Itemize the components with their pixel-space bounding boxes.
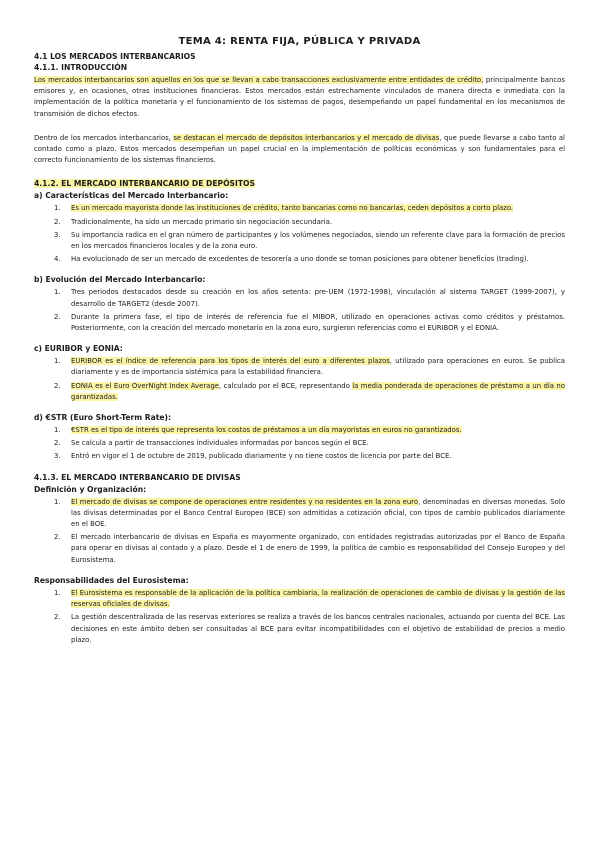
list-item: 1. El mercado de divisas se compone de operaciones entre residentes y no residentes en la zona euro, denominadas en diversas monedas. Solo las divisas determinadas por el Banco Central Europeo (BCE) son admitidas a cotización oficial, con tipos de cambio publicados diariamente en el BOE. (54, 497, 565, 529)
list-item: 2. EONIA es el Euro OverNight Index Average, calculado por el BCE, representando la media ponderada de operaciones de préstamo a un día no garantizadas. (54, 381, 565, 401)
list-item: 1. EURIBOR es el índice de referencia para los tipos de interés del euro a diferentes plazos, utilizado para operaciones en euros. Se publica diariamente y es de importancia sistémica para la estabilidad financiera. (54, 357, 566, 377)
subsection-heading: 4.1.1. INTRODUCCIÓN (34, 63, 128, 72)
numbered-list (34, 588, 565, 646)
list-item: 2. Tradicionalmente, ha sido un mercado primario sin negociación secundaria. (54, 217, 332, 226)
list-item: 1. €STR es el tipo de interés que representa los costos de préstamos a un día mayoristas en euros no garantizados. (54, 426, 462, 435)
highlight: se destacan el mercado de depósitos interbancarios y el mercado de divisas (173, 133, 440, 142)
numbered-list (34, 356, 565, 403)
section-heading: 4.1 LOS MERCADOS INTERBANCARIOS (34, 52, 196, 61)
list-item: 2. Se calcula a partir de transacciones individuales informadas por bancos según el BCE. (54, 439, 369, 448)
list-item: 2. Durante la primera fase, el tipo de interés de referencia fue el MIBOR, utilizado en operaciones activas como créditos y préstamos. Posteriormente, con la creación del mercado monetario en la zona euro, surgieron referencias como el EURIBOR y el EONIA. (54, 312, 565, 333)
list-item: 1. Es un mercado mayorista donde las instituciones de crédito, tanto bancarias como no bancarias, ceden depósitos a corto plazo. (54, 204, 514, 213)
list-heading: Definición y Organización: (34, 484, 147, 494)
subsection-heading: 4.1.2. EL MERCADO INTERBANCARIO DE DEPÓSITOS (34, 179, 255, 189)
list-item: 3. Entró en vigor el 1 de octubre de 2019, publicado diariamente y no tiene costos de licencia por parte del BCE. (54, 452, 452, 461)
numbered-list (34, 287, 565, 334)
page-title: TEMA 4: RENTA FIJA, PÚBLICA Y PRIVADA (178, 36, 421, 47)
numbered-list (34, 497, 565, 566)
list-item: 1. Tres periodos destacados desde su creación en los años setenta: pre-UEM (1972-1998), vinculación al sistema TARGET (1999-2007), y desarrollo de TARGET2 (desde 2007). (54, 288, 565, 308)
list-item: 4. Ha evolucionado de ser un mercado de excedentes de tesorería a uno donde se toman posiciones para obtener beneficios (trading). (54, 255, 529, 264)
list-item: 3. Su importancia radica en el gran número de participantes y los volúmenes negociados, siendo un referente clave para la formación de precios en los mercados financieros locales y de la zona euro. (54, 230, 565, 251)
list-heading: a) Características del Mercado Interbancario: (34, 191, 229, 201)
list-item: 1. El Eurosistema es responsable de la aplicación de la política cambiaria, la realización de operaciones de cambio de divisas y la gestión de las reservas oficiales de divisas. (54, 588, 565, 609)
highlight: Los mercados interbancarios son aquellos en los que se llevan a cabo transacciones exclusivamente entre entidades de crédito, (34, 76, 484, 84)
list-heading: d) €STR (Euro Short-Term Rate): (34, 413, 172, 423)
subsection-heading: 4.1.3. EL MERCADO INTERBANCARIO DE DIVISAS (34, 472, 241, 482)
list-item: 2. El mercado interbancario de divisas en España es mayormente organizado, con entidades registradas autorizadas por el Banco de España para operar en divisas al contado y a plazo. Desde el 1 de enero de 1999, la política de cambio es responsabilidad del Consejo Europeo y del Eurosistema. (54, 533, 565, 564)
intro-paragraph-2: Dentro de los mercados interbancarios, se destacan el mercado de depósitos interbancarios y el mercado de divisas, que puede llevarse a cabo tanto al contado como a plazo. Estos mercados desempeñan un papel crucial en la implementación de políticas económicas y son fundamentales para el correcto funcionamiento de los sistemas financieros. (34, 133, 565, 165)
intro-paragraph-1: Los mercados interbancarios son aquellos en los que se llevan a cabo transacciones exclusivamente entre entidades de crédito, principalmente bancos emisores y, en ocasiones, otras instituciones financieras. Estos mercados están estrechamente vinculados de manera directa e inmediata con la implementación de la política monetaria y el funcionamiento de los sistemas de pagos, desempeñando un papel fundamental en los mecanismos de transmisión de dichos efectos. (34, 76, 565, 118)
list-heading: b) Evolución del Mercado Interbancario: (34, 275, 206, 285)
numbered-list (34, 425, 565, 463)
list-item: 2. La gestión descentralizada de las reservas exteriores se realiza a través de los bancos centrales nacionales, actuando por cuenta del BCE. Las decisiones en este ámbito deben ser consultadas al BCE para evitar incompatibilidades con el objetivo de estabilidad de precios a medio plazo. (54, 613, 565, 644)
list-heading: Responsabilidades del Eurosistema: (34, 575, 189, 585)
list-heading: c) EURIBOR y EONIA: (34, 344, 123, 354)
numbered-list (34, 203, 565, 265)
